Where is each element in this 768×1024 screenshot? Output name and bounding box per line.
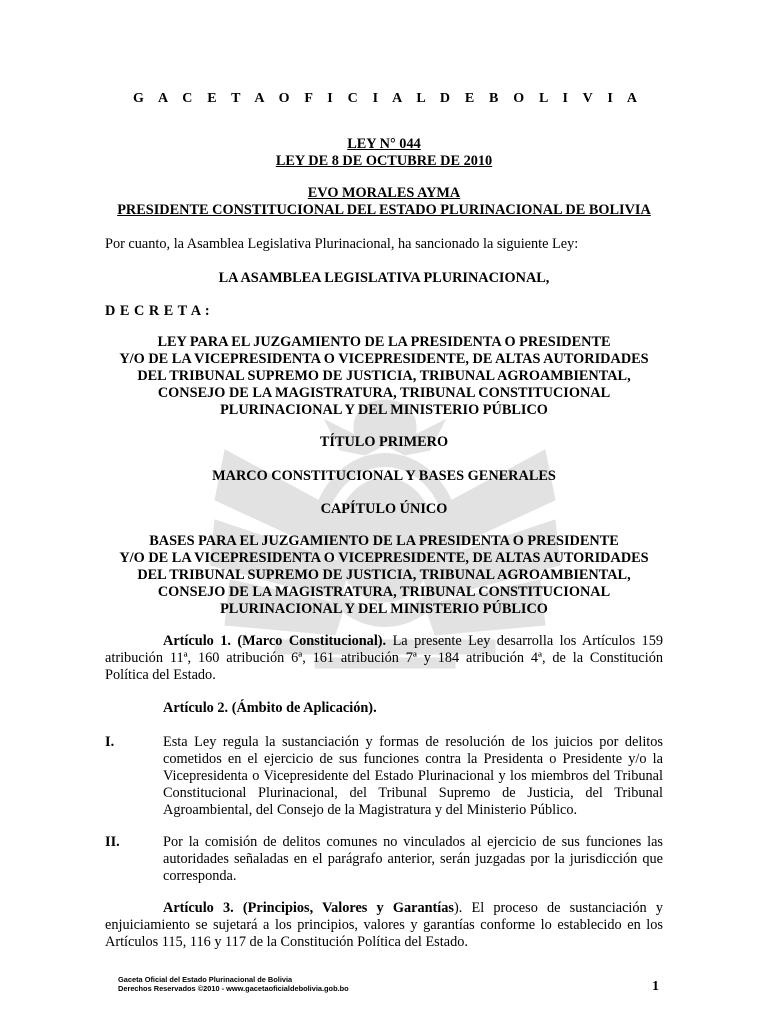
president-block <box>105 185 663 219</box>
president-title: PRESIDENTE CONSTITUCIONAL DEL ESTADO PLURINACIONAL DE BOLIVIA <box>117 202 651 218</box>
law-title-line: Y/O DE LA VICEPRESIDENTA O VICEPRESIDENTE, DE ALTAS AUTORIDADES <box>119 351 649 367</box>
law-title <box>105 334 663 419</box>
intro-paragraph: Por cuanto, la Asamblea Legislativa Plurinacional, ha sancionado la siguiente Ley: <box>105 236 579 252</box>
bases-title-line: BASES PARA EL JUZGAMIENTO DE LA PRESIDENTA O PRESIDENTE <box>149 533 619 549</box>
article-1-text: La presente Ley desarrolla los Artículos 159 atribución 11ª, 160 atribución 6ª, 161 atribución 7ª y 184 atribución 4ª, de la Constitución Política del Estado. <box>105 633 664 683</box>
law-title-line: LEY PARA EL JUZGAMIENTO DE LA PRESIDENTA O PRESIDENTE <box>157 334 611 350</box>
item-number: I. <box>105 734 115 750</box>
gazette-header: G A C E T A O F I C I A L D E B O L I V I A <box>133 91 639 106</box>
law-number: LEY N° 044 <box>347 136 421 152</box>
bases-title-line: DEL TRIBUNAL SUPREMO DE JUSTICIA, TRIBUNAL AGROAMBIENTAL, <box>137 567 631 583</box>
article-2-heading: Artículo 2. (Ámbito de Aplicación). <box>163 700 377 716</box>
bases-title-line: PLURINACIONAL Y DEL MINISTERIO PÚBLICO <box>220 601 548 617</box>
law-number-block <box>105 136 663 170</box>
footer-line-2: Derechos Reservados ©2010 - www.gacetaoficialdebolivia.gob.bo <box>118 984 349 993</box>
assembly-heading: LA ASAMBLEA LEGISLATIVA PLURINACIONAL, <box>218 270 550 286</box>
bases-title-line: Y/O DE LA VICEPRESIDENTA O VICEPRESIDENTE, DE ALTAS AUTORIDADES <box>119 550 649 566</box>
page-footer <box>118 975 349 993</box>
page-number: 1 <box>652 979 659 994</box>
bases-title <box>105 533 663 618</box>
law-title-line: CONSEJO DE LA MAGISTRATURA, TRIBUNAL CONSTITUCIONAL <box>157 385 611 401</box>
article-1-heading: Artículo 1. (Marco Constitucional). <box>163 633 387 649</box>
law-date: LEY DE 8 DE OCTUBRE DE 2010 <box>275 153 493 169</box>
article-3-text: El proceso de sustanciación y enjuiciamiento se sujetará a los principios, valores y garantías conforme lo establecido en los Artículos 115, 116 y 117 de la Constitución Política del Estado. <box>105 900 663 950</box>
item-text: Esta Ley regula la sustanciación y formas de resolución de los juicios por delitos cometidos en el ejercicio de sus funciones contra la Presidenta o Presidente y/o la Vicepresidenta o Vicepresidente del Estado Plurinacional y los miembros del Tribunal Constitucional Plurinacional, del Tribunal Supremo de Justicia, del Tribunal Agroambiental, del Consejo de la Magistratura y del Ministerio Público. <box>163 734 663 818</box>
president-name: EVO MORALES AYMA <box>307 185 461 201</box>
item-number: II. <box>105 834 120 850</box>
bases-title-line: CONSEJO DE LA MAGISTRATURA, TRIBUNAL CONSTITUCIONAL <box>157 584 611 600</box>
titulo-heading: TÍTULO PRIMERO <box>319 434 449 450</box>
capitulo-heading: CAPÍTULO ÚNICO <box>320 501 448 517</box>
marco-heading: MARCO CONSTITUCIONAL Y BASES GENERALES <box>212 468 556 484</box>
footer-line-1: Gaceta Oficial del Estado Plurinacional de Bolivia <box>118 975 293 984</box>
law-title-line: PLURINACIONAL Y DEL MINISTERIO PÚBLICO <box>220 402 548 418</box>
item-text: Por la comisión de delitos comunes no vinculados al ejercicio de sus funciones las autoridades señaladas en el parágrafo anterior, serán juzgadas por la jurisdicción que corresponda. <box>163 834 663 884</box>
article-3 <box>105 900 663 951</box>
article-1 <box>105 633 663 684</box>
article-3-heading: Artículo 3. (Principios, Valores y Garantías <box>163 900 454 916</box>
decreta-heading: D E C R E T A : <box>105 303 211 319</box>
article-3-heading-end: ). <box>454 900 463 916</box>
law-title-line: DEL TRIBUNAL SUPREMO DE JUSTICIA, TRIBUNAL AGROAMBIENTAL, <box>137 368 631 384</box>
